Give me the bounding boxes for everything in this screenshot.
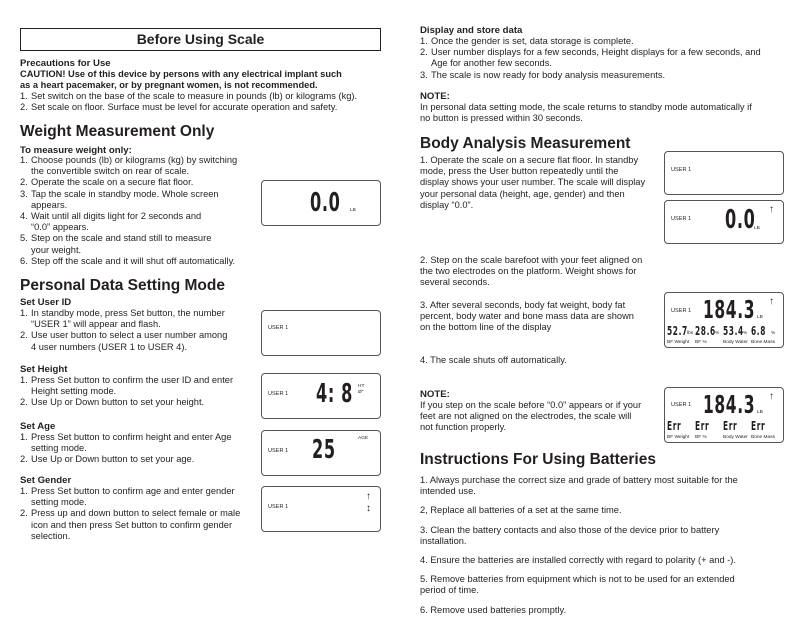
- text-line: period of time.: [420, 585, 479, 596]
- text-line: 3. Clean the battery contacts and also those of the device prior to battery: [420, 524, 720, 535]
- list-item-number: 6.: [20, 255, 28, 266]
- userid-heading: Set User ID: [20, 297, 72, 308]
- note1-line-2: no button is pressed within 30 seconds.: [420, 113, 583, 123]
- lcd-body-analysis-display: [664, 292, 784, 348]
- body-step-3: [420, 300, 665, 334]
- text-line: several seconds.: [420, 277, 490, 288]
- lcd-row-label: Bone Mass: [751, 340, 775, 345]
- precautions-list: [20, 91, 390, 113]
- text-line: 2. Step on the scale barefoot with your feet aligned on: [420, 255, 643, 265]
- list-item-number: 1.: [20, 308, 28, 318]
- precautions-heading: Precautions for Use: [20, 58, 111, 69]
- note1-line-1: In personal data setting mode, the scale returns to standby mode automatically if: [420, 102, 752, 112]
- text-line: 5. Remove batteries from equipment which is not to be used for an extended: [420, 574, 735, 585]
- list-item: [20, 189, 265, 211]
- text-line: the two electrodes on the platform. Weight shows for: [420, 266, 637, 277]
- list-item-line: Press Set button to confirm the user ID and enter: [31, 375, 234, 385]
- battery-instruction: [420, 475, 805, 497]
- text-line: 1. Operate the scale on a secure flat floor. In standby: [420, 155, 639, 165]
- list-item-line: icon and then press Set button to confirm gender: [31, 519, 233, 530]
- battery-instruction: [420, 574, 805, 596]
- list-item-line: Press up and down button to select female or male: [31, 508, 241, 519]
- list-item-line: Operate the scale on a secure flat floor.: [31, 177, 194, 188]
- text-line: 4. Ensure the batteries are installed correctly with regard to polarity (+ and -).: [420, 555, 736, 566]
- list-item-line: setting mode.: [31, 497, 87, 508]
- lcd-row-value: Err: [751, 419, 766, 433]
- list-item-number: 2.: [20, 102, 28, 113]
- caution-line-1: CAUTION! Use of this device by persons with any electrical implant such: [20, 69, 342, 79]
- list-item: [20, 102, 390, 113]
- lcd-body-zero-display: [664, 200, 784, 244]
- batteries-list: [420, 475, 805, 624]
- list-item: [20, 375, 265, 397]
- list-item-line: “USER 1” will appear and flash.: [31, 319, 161, 330]
- lcd-error-unit: LB: [757, 410, 763, 415]
- text-line: 6. Remove used batteries promptly.: [420, 604, 567, 615]
- list-item-number: 1.: [20, 432, 28, 442]
- list-item-number: 2.: [20, 397, 28, 408]
- height-steps-list: [20, 375, 265, 409]
- lcd-row-value: Err: [667, 419, 682, 433]
- lcd-row-value: 52.7: [667, 324, 688, 338]
- list-item-line: Height setting mode.: [31, 386, 117, 397]
- list-item: [20, 308, 265, 330]
- list-item-line: Age for another few seconds.: [431, 58, 552, 69]
- height-heading: Set Height: [20, 364, 68, 375]
- display-steps-list: [420, 36, 805, 81]
- list-item-line: Step on the scale and stand still to measure: [31, 233, 212, 244]
- list-item-line: Press Set button to confirm height and enter Age: [31, 432, 232, 442]
- list-item-line: In standby mode, press Set button, the number: [31, 308, 225, 318]
- list-item-line: Tap the scale in standby mode. Whole screen: [31, 188, 219, 199]
- lcd-height-unit-ht: HT: [358, 384, 365, 389]
- lcd-age-user: USER 1: [268, 448, 289, 454]
- list-item: [20, 177, 265, 188]
- text-line: percent, body water and bone mass data are shown: [420, 311, 634, 322]
- list-item-line: Use Up or Down button to set your age.: [31, 454, 195, 465]
- lcd-analysis-user: USER 1: [671, 308, 692, 314]
- text-line: mode, press the User button repeatedly until the: [420, 166, 619, 177]
- list-item-line: the convertible switch on rear of scale.: [31, 166, 190, 177]
- battery-instruction: [420, 505, 805, 516]
- list-item-line: Use Up or Down button to set your height.: [31, 397, 205, 408]
- list-item: [20, 211, 265, 233]
- list-item-line: “0.0” appears.: [31, 222, 89, 233]
- note2-text: [420, 400, 665, 434]
- list-item: [20, 508, 265, 542]
- text-line: If you step on the scale before “0.0” appears or if your: [420, 400, 642, 410]
- list-item: [420, 70, 805, 81]
- lcd-body-user: USER 1: [671, 167, 692, 173]
- lcd-userid-display: [261, 310, 381, 356]
- lcd-height-user: USER 1: [268, 391, 289, 397]
- text-line: 1. Always purchase the correct size and grade of battery most suitable for the: [420, 475, 738, 485]
- lcd-row-unit: %: [743, 331, 748, 336]
- body-step-4: 4. The scale shuts off automatically.: [420, 355, 567, 365]
- lcd-gender-user: USER 1: [268, 504, 289, 510]
- text-line: display “0.0”.: [420, 199, 474, 210]
- list-item-number: 1.: [20, 91, 28, 101]
- lcd-row-unit: %: [715, 331, 720, 336]
- text-line: display shows your user number. The scale will display: [420, 177, 646, 188]
- lcd-body-zero-user: USER 1: [671, 216, 692, 222]
- lcd-row-unit: %: [771, 331, 776, 336]
- lcd-row-label: BF Weight: [667, 435, 690, 440]
- list-item-line: your weight.: [31, 244, 82, 255]
- list-item-number: 2.: [20, 508, 28, 519]
- lcd-analysis-unit: LB: [757, 315, 763, 320]
- list-item-line: setting mode.: [31, 443, 87, 454]
- lcd-weight-unit: LB: [350, 208, 356, 213]
- male-icon: ↕: [366, 503, 371, 514]
- lcd-row-label: BF %: [695, 340, 707, 345]
- list-item: [20, 454, 265, 465]
- note1-heading: NOTE:: [420, 91, 450, 102]
- lcd-row-label: Body Water: [723, 340, 748, 345]
- lcd-body-user-display: [664, 151, 784, 195]
- list-item-number: 2.: [20, 330, 28, 341]
- list-item-line: Set scale on floor. Surface must be level for accurate operation and safety.: [31, 102, 338, 113]
- lcd-userid-user: USER 1: [268, 325, 289, 331]
- age-steps-list: [20, 432, 265, 466]
- battery-instruction: [420, 525, 805, 547]
- gender-arrow-icon: ↑: [769, 204, 774, 215]
- list-item-number: 2.: [420, 47, 428, 58]
- lcd-row-label: Body Water: [723, 435, 748, 440]
- list-item-line: User number displays for a few seconds, Height displays for a few seconds, and: [431, 47, 761, 58]
- list-item: [20, 91, 390, 102]
- gender-arrow-icon: ↑: [769, 296, 774, 307]
- list-item-line: Wait until all digits light for 2 seconds and: [31, 211, 202, 222]
- personal-heading: Personal Data Setting Mode: [20, 277, 225, 294]
- list-item-line: Choose pounds (lb) or kilograms (kg) by switching: [31, 155, 238, 165]
- lcd-row-label: Bone Mass: [751, 435, 775, 440]
- list-item-line: selection.: [31, 530, 71, 541]
- weight-subheading: To measure weight only:: [20, 145, 132, 156]
- female-icon: ↑: [366, 491, 371, 502]
- lcd-height-display: [261, 373, 381, 419]
- list-item-line: Step off the scale and it will shut off automatically.: [31, 255, 236, 266]
- lcd-row-unit: lbs: [687, 331, 694, 336]
- page-title: Before Using Scale: [136, 31, 265, 47]
- weight-heading: Weight Measurement Only: [20, 123, 215, 140]
- gender-arrow-icon: ↑: [769, 391, 774, 402]
- text-line: 2, Replace all batteries of a set at the same time.: [420, 505, 622, 516]
- list-item-line: Press Set button to confirm age and enter gender: [31, 486, 235, 496]
- list-item: [420, 36, 805, 47]
- text-line: intended use.: [420, 486, 476, 497]
- display-heading: Display and store data: [420, 25, 523, 36]
- age-heading: Set Age: [20, 421, 56, 432]
- lcd-row-value: Err: [723, 419, 738, 433]
- text-line: installation.: [420, 535, 467, 546]
- list-item-number: 2.: [20, 454, 28, 465]
- lcd-age-display: [261, 430, 381, 476]
- lcd-error-value: 184.3: [703, 390, 756, 419]
- lcd-row-value: 28.6: [695, 324, 716, 338]
- list-item-number: 3.: [20, 188, 28, 199]
- weight-steps-list: [20, 155, 265, 267]
- text-line: 3. After several seconds, body fat weight, body fat: [420, 300, 626, 310]
- lcd-weight-value: 0.0: [310, 188, 341, 218]
- body-step-2: [420, 255, 665, 289]
- lcd-weight-display: [261, 180, 381, 226]
- battery-instruction: [420, 555, 805, 566]
- userid-steps-list: [20, 308, 265, 353]
- list-item-number: 2.: [20, 177, 28, 188]
- text-line: your personal data (height, age, gender) and then: [420, 188, 625, 199]
- list-item: [20, 486, 265, 508]
- list-item: [20, 256, 265, 267]
- list-item-number: 3.: [420, 69, 428, 80]
- lcd-row-label: BF Weight: [667, 340, 690, 345]
- list-item: [20, 330, 265, 352]
- body-step-1: [420, 155, 660, 211]
- list-item-line: Use user button to select a user number among: [31, 330, 228, 341]
- lcd-gender-display: [261, 486, 381, 532]
- list-item-line: Set switch on the base of the scale to measure in pounds (lb) or kilograms (kg).: [31, 91, 358, 101]
- list-item-number: 1.: [20, 155, 28, 165]
- battery-instruction: [420, 605, 805, 616]
- lcd-row-value: 6.8: [751, 324, 767, 338]
- list-item-number: 1.: [20, 375, 28, 385]
- caution-line-2: as a heart pacemaker, or by pregnant women, is not recommended.: [20, 80, 318, 90]
- section-title-box: [20, 28, 381, 51]
- lcd-row-value: Err: [695, 419, 710, 433]
- list-item-line: appears.: [31, 199, 68, 210]
- list-item-number: 4.: [20, 211, 28, 222]
- lcd-body-zero-unit: LB: [754, 226, 760, 231]
- batteries-heading: Instructions For Using Batteries: [420, 451, 656, 468]
- list-item-number: 1.: [20, 486, 28, 496]
- lcd-age-unit: AGE: [358, 436, 369, 441]
- list-item: [20, 432, 265, 454]
- lcd-body-zero-value: 0.0: [725, 205, 756, 235]
- note2-heading: NOTE:: [420, 389, 450, 400]
- lcd-error-user: USER 1: [671, 402, 692, 408]
- gender-heading: Set Gender: [20, 475, 72, 486]
- list-item: [20, 397, 265, 408]
- text-line: not function properly.: [420, 422, 507, 433]
- lcd-analysis-value: 184.3: [703, 295, 756, 324]
- list-item-line: The scale is now ready for body analysis measurements.: [431, 69, 666, 80]
- body-analysis-heading: Body Analysis Measurement: [420, 135, 631, 152]
- lcd-error-display: [664, 387, 784, 443]
- text-line: on the bottom line of the display: [420, 322, 552, 333]
- list-item: [420, 47, 805, 69]
- list-item-line: 4 user numbers (USER 1 to USER 4).: [31, 341, 188, 352]
- text-line: feet are not aligned on the electrodes, the scale will: [420, 411, 632, 422]
- list-item: [20, 155, 265, 177]
- list-item: [20, 233, 265, 255]
- lcd-row-value: 53.4: [723, 324, 744, 338]
- list-item-number: 1.: [420, 36, 428, 46]
- lcd-age-value: 25: [312, 435, 336, 465]
- lcd-height-value: 4: 8: [316, 379, 353, 409]
- lcd-row-label: BF %: [695, 435, 707, 440]
- lcd-height-unit-ft: Ø": [358, 390, 364, 395]
- gender-steps-list: [20, 486, 265, 542]
- list-item-number: 5.: [20, 233, 28, 244]
- list-item-line: Once the gender is set, data storage is complete.: [431, 36, 634, 46]
